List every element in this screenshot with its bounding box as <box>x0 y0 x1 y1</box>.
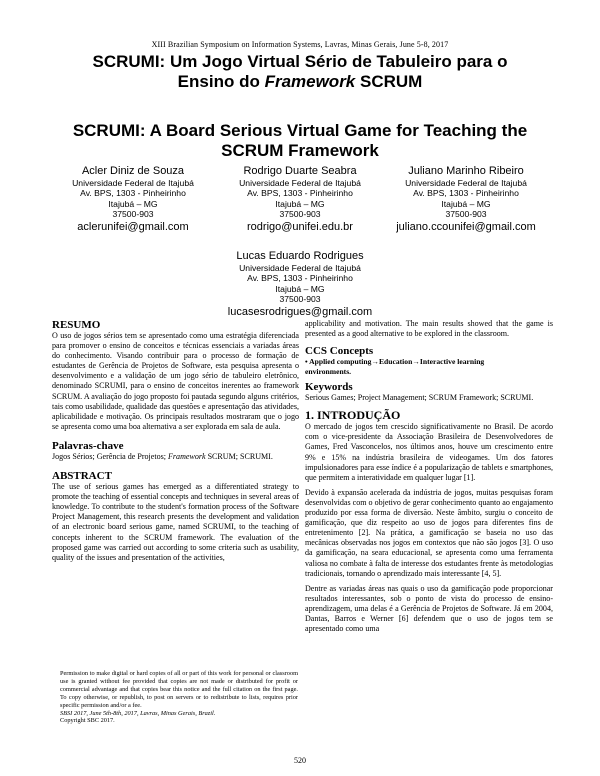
author-affiliation: Universidade Federal de Itajubá <box>405 178 527 188</box>
author-zip: 37500-903 <box>279 209 321 220</box>
author-name: Acler Diniz de Souza <box>81 165 185 177</box>
author-name: Lucas Eduardo Rodrigues <box>236 250 364 262</box>
ccs-concepts-line-2: environments. <box>305 366 352 376</box>
left-column <box>52 319 299 563</box>
ccs-concepts-line: • Applied computing→Education→Interactive learning <box>305 357 485 367</box>
author-city: Itajubá – MG <box>441 198 491 209</box>
title-pt-line-1: SCRUMI: Um Jogo Virtual Sério de Tabuleiro para o <box>92 52 508 71</box>
introduction-heading: 1. INTRODUÇÃO <box>305 408 401 423</box>
ccs-heading: CCS Concepts <box>305 345 374 358</box>
author-city: Itajubá – MG <box>108 198 158 209</box>
resumo-text: O uso de jogos sérios tem se apresentado como uma estratégia diferenciada para promover o ensino de conceitos e técnicas essenciais a variadas áreas do conhecimento. Visando contribuir para o processo de formação de estudantes de Gerência de Projetos de Software, esta pesquisa apresenta o desenvolvimento e a validação de um jogo sério de tabuleiro eletrônico, denominado SCRUMI, para o ensino de conceitos inerentes ao framework SCRUM. A avaliação do jogo proposto foi pautada segundo alguns critérios, tais como usabilidade, qualidade das questões e apresentação das atividades, aplicabilidade e motivação. Os principais resultados mostraram que o jogo se apresenta como uma boa alternativa a ser explorada em sala de aula. <box>52 331 299 431</box>
palavras-chave-heading: Palavras-chave <box>52 439 124 452</box>
permission-notice <box>60 670 298 725</box>
author-address: Av. BPS, 1303 - Pinheirinho <box>413 188 519 199</box>
author-zip: 37500-903 <box>445 209 487 220</box>
author-zip: 37500-903 <box>112 209 154 220</box>
author-address: Av. BPS, 1303 - Pinheirinho <box>80 188 186 199</box>
right-column <box>305 319 553 634</box>
title-en-line-1: SCRUMI: A Board Serious Virtual Game for Teaching the <box>72 121 528 140</box>
abstract-heading: ABSTRACT <box>52 470 112 483</box>
author-block-4 <box>200 250 400 319</box>
author-email: rodrigo@unifei.edu.br <box>247 220 353 233</box>
author-affiliation: Universidade Federal de Itajubá <box>239 263 361 273</box>
copyright-line: Copyright SBC 2017. <box>60 717 115 725</box>
keywords-heading: Keywords <box>305 381 353 394</box>
abstract-continuation: applicability and motivation. The main results showed that the game is presented as a good alternative to be explored in the classroom. <box>305 319 553 339</box>
title-pt-line-2: Ensino do Framework SCRUM <box>177 72 423 91</box>
author-email: lucasesrodrigues@gmail.com <box>227 305 373 318</box>
author-affiliation: Universidade Federal de Itajubá <box>72 178 194 188</box>
permission-text: Permission to make digital or hard copies of all or part of this work for personal or classroom use is granted without fee provided that copies are not made or distributed for profit or commercial advantage and that copies bear this notice and the full citation on the first page. To copy otherwise, or republish, to post on servers or to redistribute to lists, requires prior specific permission and/or a fee. <box>60 670 298 709</box>
palavras-chave-text: Jogos Sérios; Gerência de Projetos; Framework SCRUM; SCRUMI. <box>52 451 273 461</box>
author-block-1 <box>48 165 218 234</box>
author-affiliation: Universidade Federal de Itajubá <box>239 178 361 188</box>
page-number: 520 <box>294 756 306 765</box>
title-en-line-2: SCRUM Framework <box>221 141 379 160</box>
introduction-paragraph-1: O mercado de jogos tem crescido significativamente no Brasil. De acordo com o vice-presidente da Associação Brasileira de Desenvolvedores de Games, Fred Vasconcelos, nos últimos anos, houve um crescimento entre 9% e 15% na indústria brasileira de videogames. Um dos fatores impulsionadores para esse índice é a popularização de tablets e smartphones, que permitem a interatividade em qualquer lugar [1]. <box>305 422 553 482</box>
author-block-2 <box>215 165 385 234</box>
title-portuguese <box>50 52 550 92</box>
running-head: XIII Brazilian Symposium on Information Systems, Lavras, Minas Gerais, June 5-8, 2017 <box>151 40 449 49</box>
keywords-text: Serious Games; Project Management; SCRUM Framework; SCRUMI. <box>305 393 534 403</box>
author-name: Juliano Marinho Ribeiro <box>408 165 524 177</box>
author-email: aclerunifei@gmail.com <box>77 220 189 233</box>
abstract-text: The use of serious games has emerged as a differentiated strategy to promote the teaching of essential concepts and techniques in several areas of knowledge. To contribute to the student's formation process of the Software Project Management, this research presents the development and validation of an electronic board serious game, named SCRUMI, to the teaching of concepts inherent to the SCRUM framework. The evaluation of the proposed game was carried out according to some criteria such as usability, quality of the issues and presentation of the activities, <box>52 482 299 562</box>
author-name: Rodrigo Duarte Seabra <box>243 165 357 177</box>
conference-info: SBSI 2017, June 5th-8th, 2017, Lavras, Minas Gerais, Brazil. <box>60 709 216 717</box>
author-address: Av. BPS, 1303 - Pinheirinho <box>247 188 353 199</box>
author-city: Itajubá – MG <box>275 198 325 209</box>
introduction-paragraph-2: Devido à expansão acelerada da indústria de jogos, muitas pesquisas foram desenvolvidas com o objetivo de gerar conhecimento quanto ao engajamento produzido por essa forma de diversão. Neste âmbito, surgiu o conceito de gamificação, que diz respeito ao uso de jogos para diferentes fins de entretenimento [2]. Na prática, a gamificação se baseia no uso das mecânicas observadas nos jogos em contextos que não são jogos [3]. O uso da gamificação, na seara educacional, se apresenta como uma ferramenta valiosa no combate à falta de interesse dos estudantes frente às metodologias tradicionais, tornando o aprendizado mais interessante [4, 5]. <box>305 487 553 578</box>
author-block-3 <box>372 165 560 234</box>
author-city: Itajubá – MG <box>275 283 325 294</box>
title-english <box>50 121 550 161</box>
resumo-heading: RESUMO <box>52 319 101 331</box>
author-email: juliano.ccounifei@gmail.com <box>396 220 536 233</box>
author-address: Av. BPS, 1303 - Pinheirinho <box>247 273 353 284</box>
author-zip: 37500-903 <box>279 294 321 305</box>
introduction-paragraph-3: Dentre as variadas áreas nas quais o uso da gamificação pode proporcionar resultados interessantes, sob o ponto de vista do processo de ensino-aprendizagem, uma delas é a Gerência de Projetos de Software. Já em 2004, Dantas, Barros e Werner [6] defendem que o uso de jogos tem se apresentado como uma <box>305 583 553 634</box>
